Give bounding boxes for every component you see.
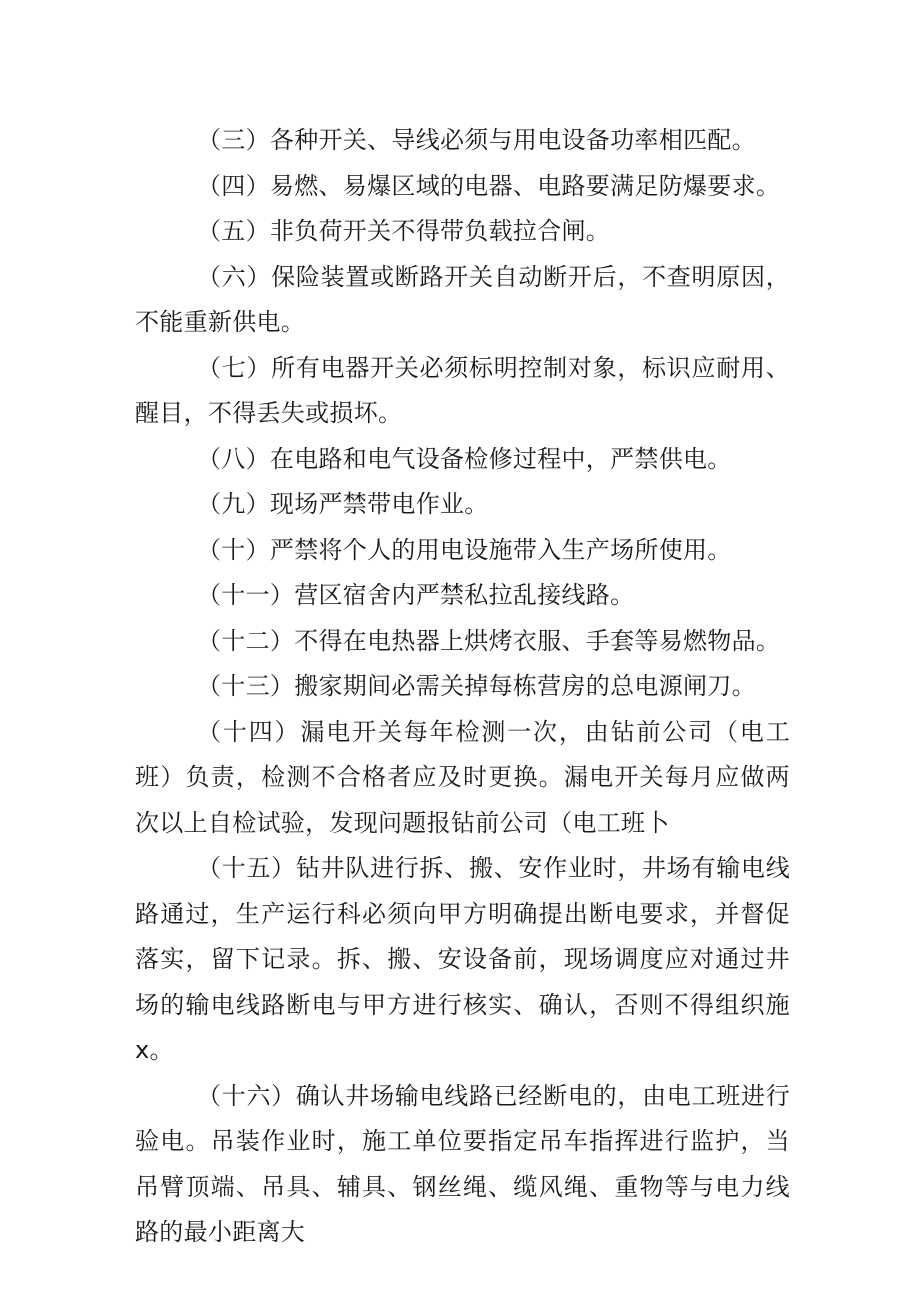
paragraph-9: （九）现场严禁带电作业。 bbox=[197, 490, 489, 518]
paragraph-16: （十六）确认井场输电线路已经断电的，由电工班进行验电。吊装作业时，施工单位要指定吊车指挥进行监护，当吊臂顶端、吊具、辅具、钢丝绳、缆风绳、重物等与电力线路的最小距离大 bbox=[135, 1081, 790, 1246]
paragraph-15: （十五）钻井队进行拆、搬、安作业时，井场有输电线路通过，生产运行科必须向甲方明确提出断电要求，并督促落实，留下记录。拆、搬、安设备前，现场调度应对通过井场的输电线路断电与甲方进行核实、确认，否则不得组织施x。 bbox=[135, 854, 790, 1064]
paragraph-5: （五）非负荷开关不得带负载拉合闸。 bbox=[197, 217, 611, 245]
paragraph-11: （十一）营区宿舍内严禁私拉乱接线路。 bbox=[197, 581, 635, 609]
paragraph-6: （六）保险装置或断路开关自动断开后，不查明原因，不能重新供电。 bbox=[135, 262, 790, 336]
paragraph-12: （十二）不得在电热器上烘烤衣服、手套等易燃物品。 bbox=[197, 626, 781, 655]
paragraph-14: （十四）漏电开关每年检测一次，由钻前公司（电工班）负责，检测不合格者应及时更换。漏电开关每月应做两次以上自检试验，发现问题报钻前公司（电工班卜 bbox=[135, 717, 790, 837]
paragraph-3: （三）各种开关、导线必须与用电设备功率相匹配。 bbox=[197, 126, 756, 154]
paragraph-13: （十三）搬家期间必需关掉每栋营房的总电源闸刀。 bbox=[197, 672, 756, 700]
paragraph-10: （十）严禁将个人的用电设施带入生产场所使用。 bbox=[197, 535, 732, 564]
paragraph-4: （四）易燃、易爆区域的电器、电路要满足防爆要求。 bbox=[197, 171, 781, 200]
paragraph-8: （八）在电路和电气设备检修过程中，严禁供电。 bbox=[197, 444, 732, 473]
document-page bbox=[135, 118, 790, 1256]
paragraph-7: （七）所有电器开关必须标明控制对象，标识应耐用、醒目，不得丢失或损坏。 bbox=[135, 353, 790, 427]
